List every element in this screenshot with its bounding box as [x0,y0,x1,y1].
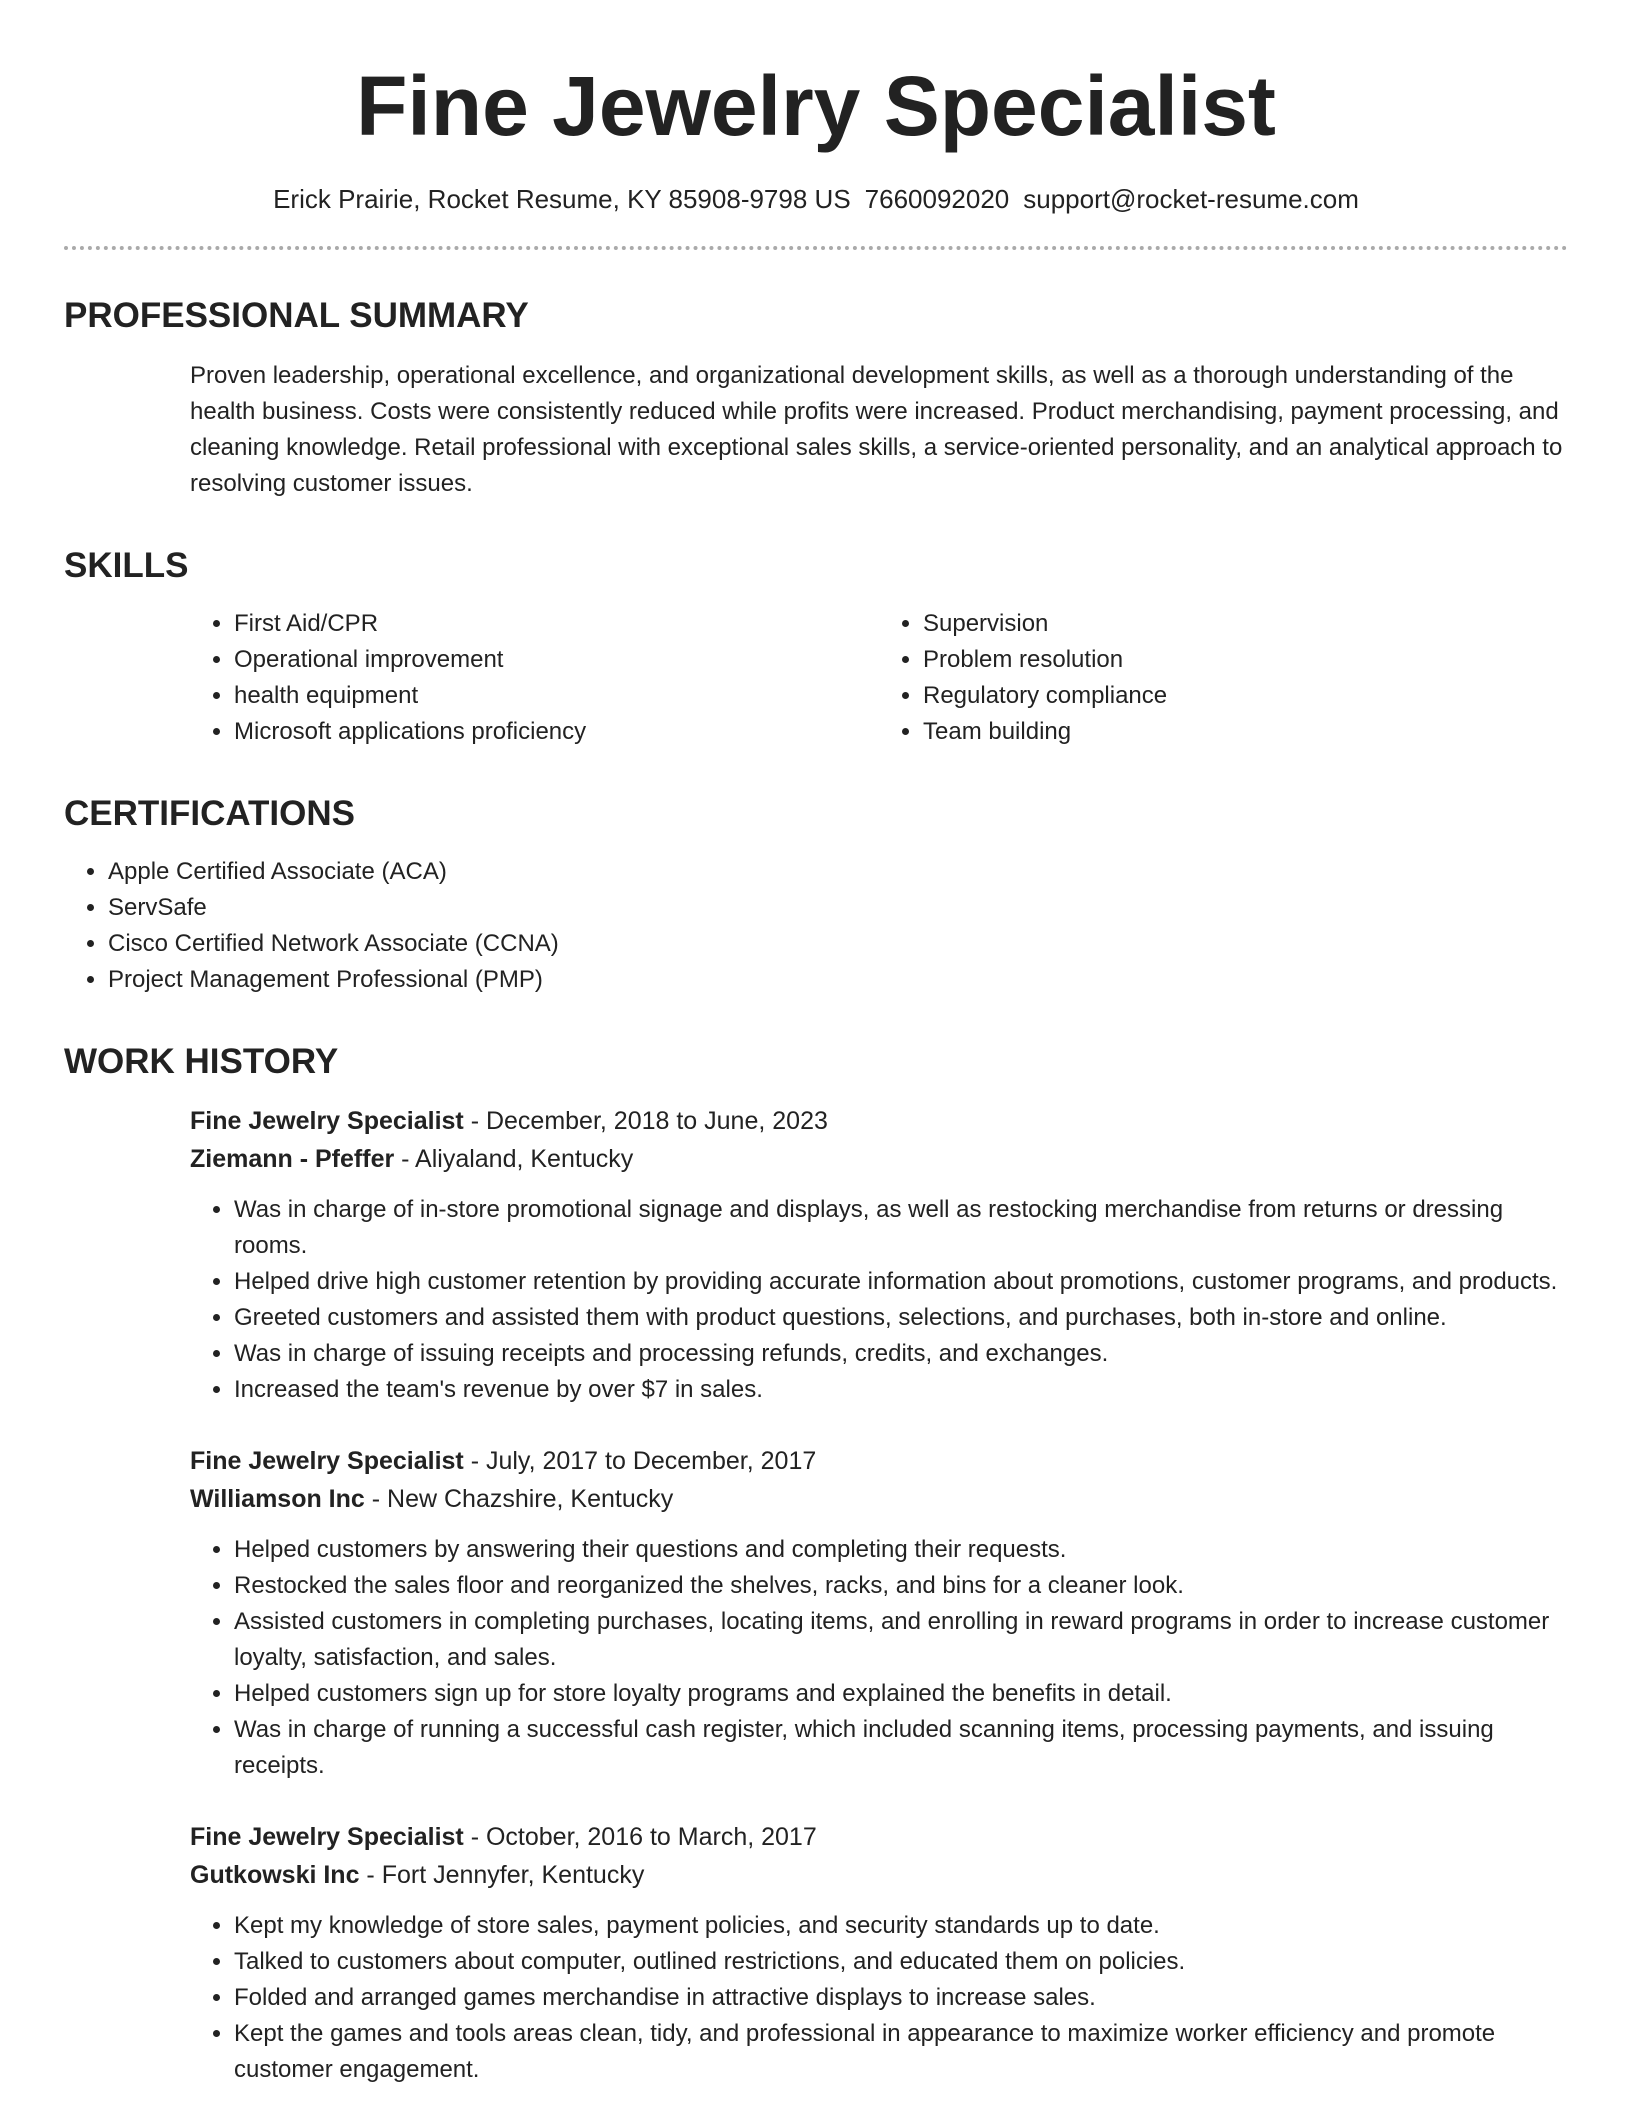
certification-item: • Cisco Certified Network Associate (CCNA) [108,926,1568,962]
job-title-line [190,1818,1568,1856]
section-title-skills: SKILLS [64,546,189,585]
skill-item: • Problem resolution [923,642,1568,678]
job-bullets [190,1532,1568,1784]
job-entry [190,1818,1568,2088]
job-role: Fine Jewelry Specialist [190,1107,464,1135]
job-bullets [190,1192,1568,1408]
job-entry [190,1442,1568,1784]
work-history-section [64,1040,1568,2088]
job-role: Fine Jewelry Specialist [190,1447,464,1475]
job-bullet: • Kept my knowledge of store sales, payment policies, and security standards up to date. [234,1908,1568,1944]
job-dates: - December, 2018 to June, 2023 [463,1107,828,1135]
skill-item: • First Aid/CPR [234,606,879,642]
job-location: - New Chazshire, Kentucky [364,1485,674,1513]
job-company-line [190,1480,1568,1518]
section-title-work-history: WORK HISTORY [64,1042,339,1081]
certifications-section [64,792,1568,998]
job-company-line [190,1856,1568,1894]
job-bullet: • Restocked the sales floor and reorganized the shelves, racks, and bins for a cleaner look. [234,1568,1568,1604]
job-bullet: • Helped customers by answering their questions and completing their requests. [234,1532,1568,1568]
job-role: Fine Jewelry Specialist [190,1823,464,1851]
job-dates: - October, 2016 to March, 2017 [463,1823,817,1851]
summary-section [64,294,1568,502]
skill-item: • Supervision [923,606,1568,642]
job-title-line [190,1442,1568,1480]
job-bullet: • Helped drive high customer retention by providing accurate information about promotions, customer programs, and products. [234,1264,1568,1300]
contact-phone: 7660092020 [864,184,1010,214]
job-bullet: • Folded and arranged games merchandise in attractive displays to increase sales. [234,1980,1568,2016]
certifications-list [64,854,1568,998]
certification-item: • Project Management Professional (PMP) [108,962,1568,998]
skills-grid [190,588,1568,750]
job-title-line [190,1102,1568,1140]
skill-item: • Microsoft applications proficiency [234,714,879,750]
job-bullet: • Increased the team's revenue by over $7 in sales. [234,1372,1568,1408]
contact-line [64,182,1568,216]
certification-item: • Apple Certified Associate (ACA) [108,854,1568,890]
job-bullet: • Was in charge of in-store promotional signage and displays, as well as restocking merchandise from returns or dressing rooms. [234,1192,1568,1264]
job-entry [190,1102,1568,1408]
job-dates: - July, 2017 to December, 2017 [463,1447,817,1475]
job-bullet: • Assisted customers in completing purchases, locating items, and enrolling in reward programs in order to increase customer loyalty, satisfaction, and sales. [234,1604,1568,1676]
skills-list-left [190,606,879,750]
resume-name: Fine Jewelry Specialist [356,59,1276,153]
job-bullet: • Helped customers sign up for store loyalty programs and explained the benefits in detail. [234,1676,1568,1712]
job-bullets [190,1908,1568,2088]
job-location: - Aliyaland, Kentucky [394,1145,634,1173]
job-bullet: • Was in charge of running a successful cash register, which included scanning items, processing payments, and issuing receipts. [234,1712,1568,1784]
job-company: Ziemann - Pfeffer [190,1145,395,1173]
section-title-certifications: CERTIFICATIONS [64,794,356,833]
skill-item: • Operational improvement [234,642,879,678]
skill-item: • Regulatory compliance [923,678,1568,714]
skill-item: • health equipment [234,678,879,714]
job-bullet: • Kept the games and tools areas clean, tidy, and professional in appearance to maximize worker efficiency and promote customer engagement. [234,2016,1568,2088]
job-location: - Fort Jennyfer, Kentucky [359,1861,645,1889]
skills-section [64,544,1568,750]
summary-text: Proven leadership, operational excellence, and organizational development skills, as well as a thorough understanding of the health business. Costs were consistently reduced while profits were increased. Product merchandising, payment processing, and cleaning knowledge. Retail professional with exceptional sales skills, a service-oriented personality, and an analytical approach to resolving customer issues. [190,362,1563,497]
skills-list-right [879,606,1568,750]
job-bullet: • Talked to customers about computer, outlined restrictions, and educated them on policies. [234,1944,1568,1980]
job-bullet: • Greeted customers and assisted them with product questions, selections, and purchases, both in-store and online. [234,1300,1568,1336]
section-title-summary: PROFESSIONAL SUMMARY [64,296,529,335]
certification-item: • ServSafe [108,890,1568,926]
job-company: Williamson Inc [190,1485,365,1513]
header-divider [64,246,1568,250]
job-company: Gutkowski Inc [190,1861,360,1889]
job-company-line [190,1140,1568,1178]
contact-email: support@rocket-resume.com [1023,184,1359,214]
contact-address: Erick Prairie, Rocket Resume, KY 85908-9798 US [273,184,851,214]
skill-item: • Team building [923,714,1568,750]
job-bullet: • Was in charge of issuing receipts and processing refunds, credits, and exchanges. [234,1336,1568,1372]
